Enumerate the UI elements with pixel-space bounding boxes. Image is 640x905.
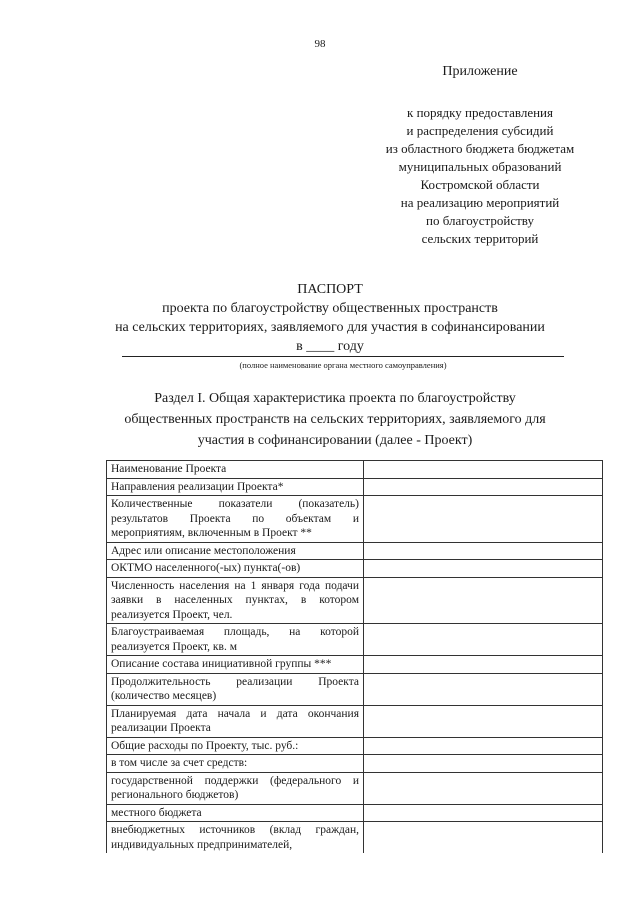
table-row xyxy=(107,705,603,737)
row-value-cell[interactable] xyxy=(364,542,603,560)
passport-subtitle-line: проекта по благоустройству общественных пространств xyxy=(162,301,498,316)
row-label: местного бюджета xyxy=(107,804,364,822)
table-row xyxy=(107,496,603,543)
table-row xyxy=(107,755,603,773)
row-label: Планируемая дата начала и дата окончания реализации Проекта xyxy=(107,705,364,737)
appendix-line: на реализацию мероприятий xyxy=(400,195,560,210)
table-row xyxy=(107,542,603,560)
row-value-cell[interactable] xyxy=(364,461,603,479)
appendix-reference xyxy=(355,104,605,248)
row-label: внебюджетных источников (вклад граждан, индивидуальных предпринимателей, xyxy=(107,822,364,854)
appendix-line: из областного бюджета бюджетам xyxy=(385,141,575,156)
appendix-title: Приложение xyxy=(442,64,518,79)
row-label: Направления реализации Проекта* xyxy=(107,478,364,496)
table-row xyxy=(107,804,603,822)
table-row xyxy=(107,772,603,804)
row-value-cell[interactable] xyxy=(364,496,603,543)
appendix-line: муниципальных образований xyxy=(398,159,562,174)
appendix-line: Костромской области xyxy=(420,177,540,192)
row-label: в том числе за счет средств: xyxy=(107,755,364,773)
passport-title: ПАСПОРТ xyxy=(297,282,363,297)
row-label: Общие расходы по Проекту, тыс. руб.: xyxy=(107,737,364,755)
row-value-cell[interactable] xyxy=(364,737,603,755)
table-row xyxy=(107,560,603,578)
row-label: Наименование Проекта xyxy=(107,461,364,479)
row-value-cell[interactable] xyxy=(364,822,603,854)
appendix-line: к порядку предоставления xyxy=(407,105,553,120)
row-label: Адрес или описание местоположения xyxy=(107,542,364,560)
row-value-cell[interactable] xyxy=(364,755,603,773)
row-value-cell[interactable] xyxy=(364,705,603,737)
passport-subtitle-line: на сельских территориях, заявляемого для участия в софинансировании xyxy=(115,320,545,335)
appendix-line: по благоустройству xyxy=(426,213,534,228)
page-number: 98 xyxy=(314,38,326,50)
section-heading-line: участия в софинансировании (далее - Проект) xyxy=(197,433,473,448)
row-value-cell[interactable] xyxy=(364,624,603,656)
row-label: Описание состава инициативной группы *** xyxy=(107,656,364,674)
table-row xyxy=(107,577,603,624)
row-label: Благоустраиваемая площадь, на которой реализуется Проект, кв. м xyxy=(107,624,364,656)
appendix-line: сельских территорий xyxy=(421,231,539,246)
table-row xyxy=(107,673,603,705)
row-value-cell[interactable] xyxy=(364,804,603,822)
table-row xyxy=(107,737,603,755)
row-label: Продолжительность реализации Проекта (количество месяцев) xyxy=(107,673,364,705)
row-value-cell[interactable] xyxy=(364,577,603,624)
org-name-caption: (полное наименование органа местного самоуправления) xyxy=(239,360,447,370)
table-row xyxy=(107,478,603,496)
project-characteristics-table xyxy=(106,460,603,853)
section-heading-line: общественных пространств на сельских территориях, заявляемого для xyxy=(124,412,546,427)
table-row xyxy=(107,461,603,479)
row-value-cell[interactable] xyxy=(364,656,603,674)
appendix-line: и распределения субсидий xyxy=(406,123,554,138)
table-row xyxy=(107,822,603,854)
row-value-cell[interactable] xyxy=(364,772,603,804)
passport-year-line: в ____ году xyxy=(296,339,364,354)
org-name-underline xyxy=(122,356,564,357)
section-heading xyxy=(80,388,590,451)
row-label: Количественные показатели (показатель) результатов Проекта по объектам и мероприятиям, включенным в Проект ** xyxy=(107,496,364,543)
row-value-cell[interactable] xyxy=(364,560,603,578)
row-label: Численность населения на 1 января года подачи заявки в населенных пунктах, в котором реализуется Проект, чел. xyxy=(107,577,364,624)
row-label: государственной поддержки (федерального и регионального бюджетов) xyxy=(107,772,364,804)
section-heading-line: Раздел I. Общая характеристика проекта по благоустройству xyxy=(154,391,516,406)
row-value-cell[interactable] xyxy=(364,673,603,705)
table-row xyxy=(107,624,603,656)
passport-heading xyxy=(80,280,580,356)
table-row xyxy=(107,656,603,674)
row-label: ОКТМО населенного(-ых) пункта(-ов) xyxy=(107,560,364,578)
row-value-cell[interactable] xyxy=(364,478,603,496)
